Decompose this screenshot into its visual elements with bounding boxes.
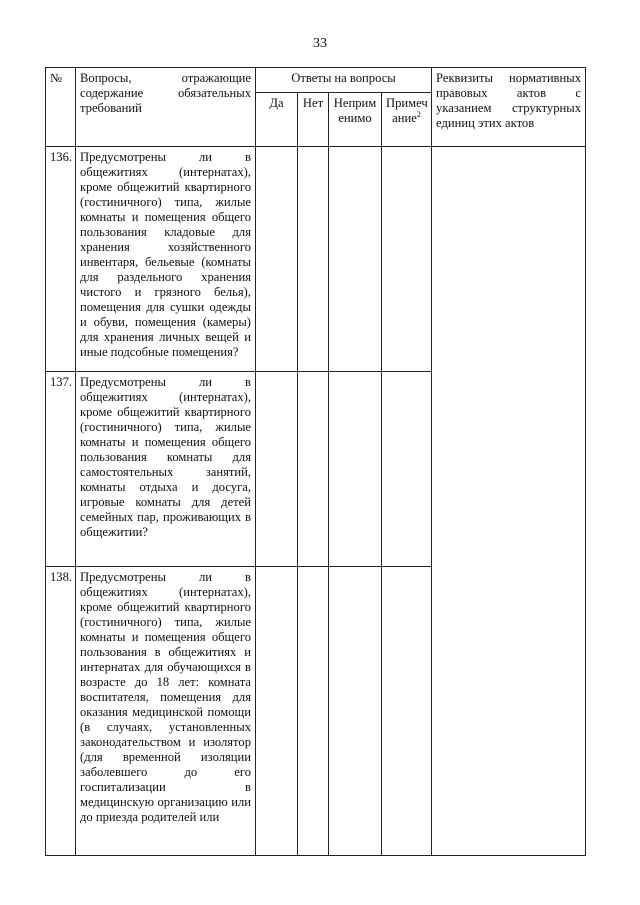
answer-yes-cell[interactable] — [256, 372, 298, 567]
column-no-header: Нет — [298, 93, 329, 147]
answer-not-applicable-cell[interactable] — [329, 147, 382, 372]
table-row — [46, 147, 586, 372]
answer-note-cell[interactable] — [382, 372, 432, 567]
answer-no-cell[interactable] — [298, 372, 329, 567]
column-yes-header: Да — [256, 93, 298, 147]
note-label: Примеч ание — [386, 96, 428, 125]
answer-yes-cell[interactable] — [256, 147, 298, 372]
answer-note-cell[interactable] — [382, 147, 432, 372]
row-number: 137. — [46, 372, 76, 567]
column-questions-header: Вопросы, отражающие содержание обязательных требований — [76, 68, 256, 147]
row-number: 138. — [46, 567, 76, 856]
row-question: Предусмотрены ли в общежитиях (интернатах), кроме общежитий квартирного (гостиничного) типа, жилые комнаты и помещения общего пользования кладовые для хранения хозяйственного инвентаря, бельевые (комнаты для раздельного хранения чистого и грязного белья), помещения для сушки одежды и обуви, помещения (камеры) для хранения личных вещей и иные подсобные помещения? — [76, 147, 256, 372]
answer-not-applicable-cell[interactable] — [329, 567, 382, 856]
column-answers-header: Ответы на вопросы — [256, 68, 432, 93]
column-number-header: № — [46, 68, 76, 147]
row-question: Предусмотрены ли в общежитиях (интернатах), кроме общежитий квартирного (гостиничного) типа, жилые комнаты и помещения общего пользования комнаты для самостоятельных занятий, комнаты отдыха и досуга, игровые комнаты для детей семейных пар, проживающих в общежитии? — [76, 372, 256, 567]
header-row — [46, 68, 586, 93]
requisites-cell[interactable] — [432, 147, 586, 856]
requirements-table — [45, 67, 586, 856]
column-note-header — [382, 93, 432, 147]
answer-yes-cell[interactable] — [256, 567, 298, 856]
answer-not-applicable-cell[interactable] — [329, 372, 382, 567]
column-requisites-header: Реквизиты нормативных правовых актов с указанием структурных единиц этих актов — [432, 68, 586, 147]
answer-no-cell[interactable] — [298, 147, 329, 372]
row-question: Предусмотрены ли в общежитиях (интернатах), кроме общежитий квартирного (гостиничного) типа, жилые комнаты и помещения общего пользования в общежитиях и интернатах для обучающихся в возрасте до 18 лет: комната воспитателя, помещения для оказания медицинской помощи (в случаях, установленных законодательством и изолятор (для временной изоляции заболевшего до его госпитализации в медицинскую организацию или до приезда родителей или — [76, 567, 256, 856]
answer-no-cell[interactable] — [298, 567, 329, 856]
page-number: 33 — [313, 36, 327, 51]
answer-note-cell[interactable] — [382, 567, 432, 856]
row-number: 136. — [46, 147, 76, 372]
column-not-applicable-header: Неприм енимо — [329, 93, 382, 147]
note-footnote-mark: 2 — [416, 109, 421, 119]
